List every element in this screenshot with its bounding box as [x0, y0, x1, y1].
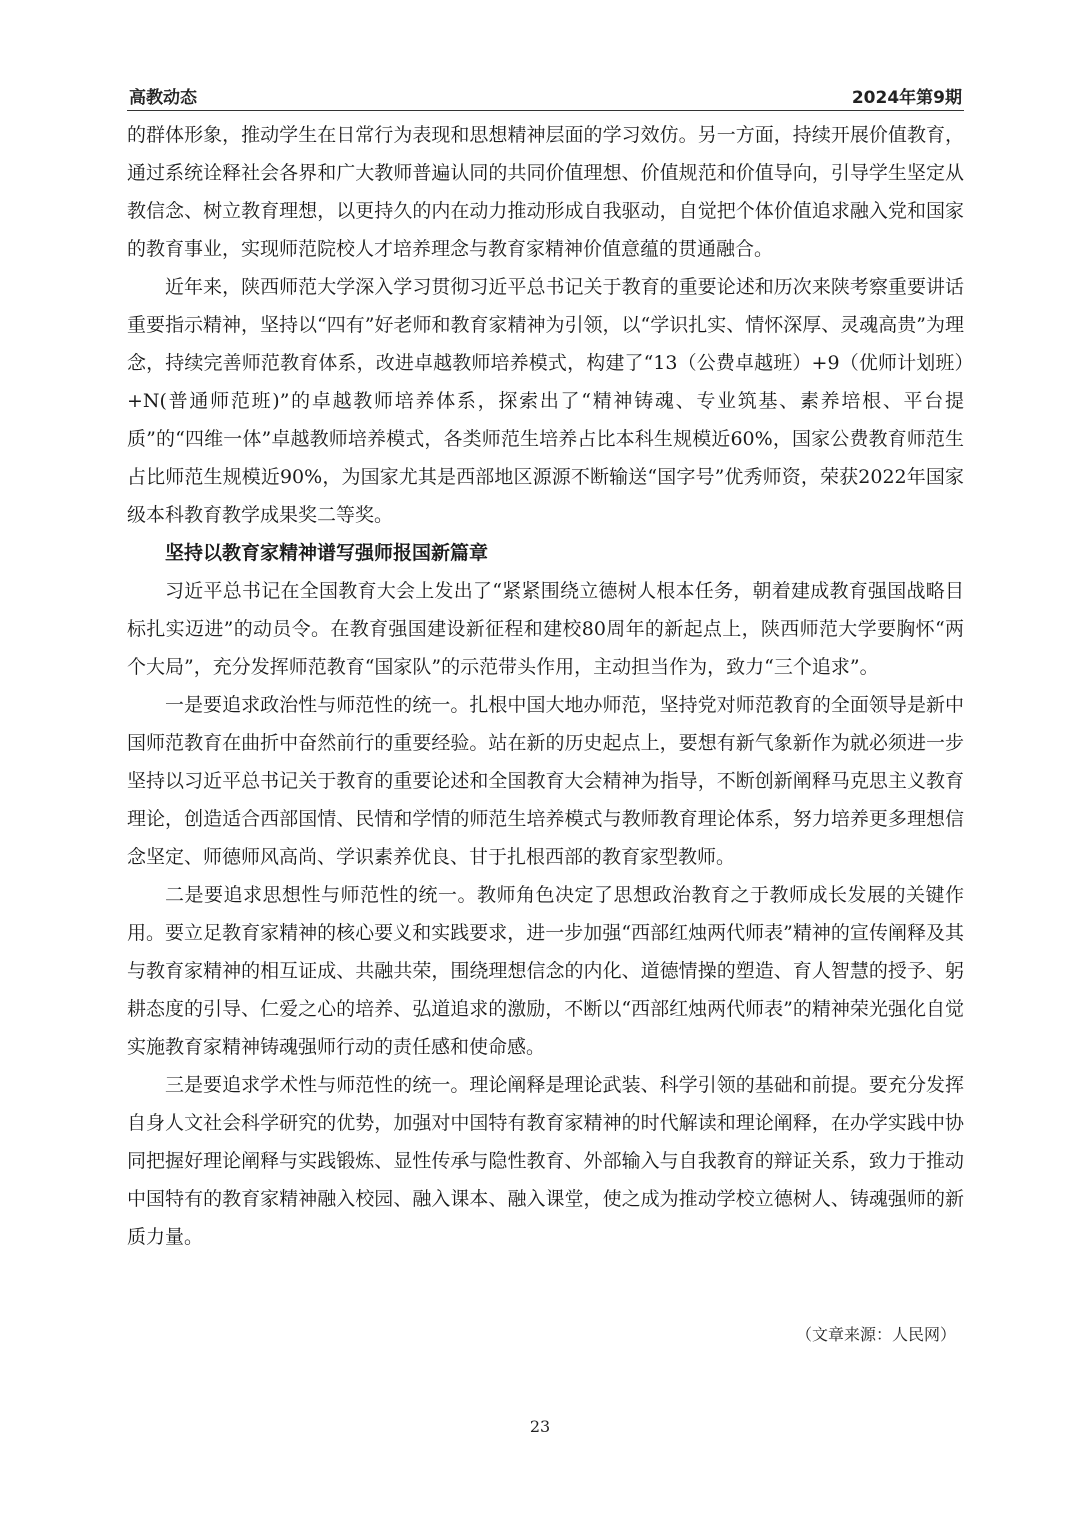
section-heading: 坚持以教育家精神谱写强师报国新篇章 — [165, 542, 489, 564]
paragraph-academic: 三是要追求学术性与师范性的统一。理论阐释是理论武装、科学引领的基础和前提。要充分发挥自身人文社会科学研究的优势，加强对中国特有教育家精神的时代解读和理论阐释，在办学实践中协同把握好理论阐释与实践锻炼、显性传承与隐性教育、外部输入与自我教育的辩证关系，致力于推动中国特有的教育家精神融入校园、融入课本、融入课堂，使之成为推动学校立德树人、铸魂强师的新质力量。 — [127, 1074, 964, 1248]
paragraph-political: 一是要追求政治性与师范性的统一。扎根中国大地办师范，坚持党对师范教育的全面领导是新中国师范教育在曲折中奋然前行的重要经验。站在新的历史起点上，要想有新气象新作为就必须进一步坚持以习近平总书记关于教育的重要论述和全国教育大会精神为指导，不断创新阐释马克思主义教育理论，创造适合西部国情、民情和学情的师范生培养模式与教师教育理论体系，努力培养更多理想信念坚定、师德师风高尚、学识素养优良、甘于扎根西部的教育家型教师。 — [127, 694, 964, 868]
paragraph-shaanxi-normal: 近年来，陕西师范大学深入学习贯彻习近平总书记关于教育的重要论述和历次来陕考察重要讲话重要指示精神，坚持以“四有”好老师和教育家精神为引领，以“学识扎实、情怀深厚、灵魂高贵”为理念，持续完善师范教育体系，改进卓越教师培养模式，构建了“13（公费卓越班）+9（优师计划班）+N(普通师范班)”的卓越教师培养体系，探索出了“精神铸魂、专业筑基、素养培根、平台提质”的“四维一体”卓越教师培养模式，各类师范生培养占比本科生规模近60%，国家公费教育师范生占比师范生规模近90%，为国家尤其是西部地区源源不断输送“国字号”优秀师资，荣获2022年国家级本科教育教学成果奖二等奖。 — [127, 276, 964, 526]
article-body — [127, 116, 964, 1256]
paragraph-continued: 的群体形象，推动学生在日常行为表现和思想精神层面的学习效仿。另一方面，持续开展价值教育，通过系统诠释社会各界和广大教师普遍认同的共同价值理想、价值规范和价值导向，引导学生坚定从教信念、树立教育理想，以更持久的内在动力推动形成自我驱动，自觉把个体价值追求融入党和国家的教育事业，实现师范院校人才培养理念与教育家精神价值意蕴的贯通融合。 — [127, 124, 964, 260]
header-divider — [127, 110, 964, 111]
issue-label: 2024年第9期 — [851, 88, 962, 108]
article-source: （文章来源：人民网） — [795, 1325, 956, 1344]
paragraph-ideological: 二是要追求思想性与师范性的统一。教师角色决定了思想政治教育之于教师成长发展的关键作用。要立足教育家精神的核心要义和实践要求，进一步加强“西部红烛两代师表”精神的宣传阐释及其与教育家精神的相互证成、共融共荣，围绕理想信念的内化、道德情操的塑造、育人智慧的授予、躬耕态度的引导、仁爱之心的培养、弘道追求的激励，不断以“西部红烛两代师表”的精神荣光强化自觉实施教育家精神铸魂强师行动的责任感和使命感。 — [127, 884, 964, 1058]
paragraph-mobilization: 习近平总书记在全国教育大会上发出了“紧紧围绕立德树人根本任务，朝着建成教育强国战略目标扎实迈进”的动员令。在教育强国建设新征程和建校80周年的新起点上，陕西师范大学要胸怀“两个大局”，充分发挥师范教育“国家队”的示范带头作用，主动担当作为，致力“三个追求”。 — [127, 580, 964, 678]
journal-name: 高教动态 — [129, 88, 197, 108]
running-header — [129, 78, 962, 108]
page-number: 23 — [529, 1417, 551, 1436]
